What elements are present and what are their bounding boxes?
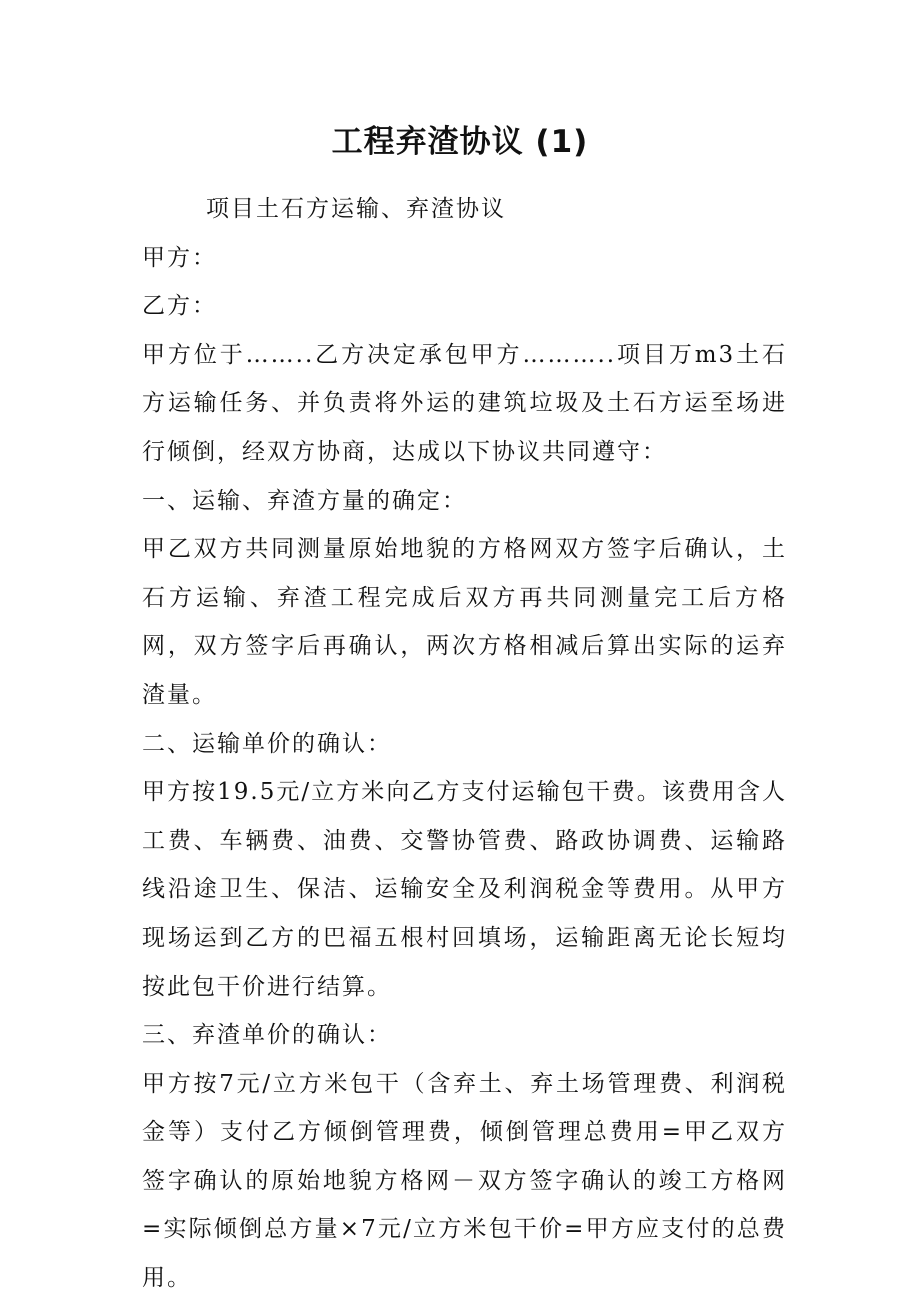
party-a-line: 甲方： bbox=[142, 244, 217, 271]
document-subtitle: 项目土石方运输、弃渣协议 bbox=[206, 196, 506, 222]
intro-paragraph: 甲方位于……..乙方决定承包甲方………..项目万m3土石方运输任务、并负责将外运的建筑垃圾及土石方运至场进行倾倒，经双方协商，达成以下协议共同遵守： bbox=[142, 341, 787, 465]
section-body-quantity: 甲乙双方共同测量原始地貌的方格网双方签字后确认，土石方运输、弃渣工程完成后双方再共同测量完工后方格网，双方签字后再确认，两次方格相减后算出实际的运弃渣量。 bbox=[142, 536, 787, 708]
document-body bbox=[142, 185, 787, 1303]
party-b-line: 乙方： bbox=[142, 293, 217, 320]
section-body-disposal-price: 甲方按7元/立方米包干（含弃土、弃土场管理费、利润税金等）支付乙方倾倒管理费，倾倒管理总费用=甲乙双方签字确认的原始地貌方格网－双方签字确认的竣工方格网=实际倾倒总方量×7元/立方米包干价=甲方应支付的总费用。 bbox=[142, 1070, 787, 1292]
document-title: 工程弃渣协议 (1) bbox=[331, 124, 589, 160]
section-body-transport-price: 甲方按19.5元/立方米向乙方支付运输包干费。该费用含人工费、车辆费、油费、交警协管费、路政协调费、运输路线沿途卫生、保洁、运输安全及利润税金等费用。从甲方现场运到乙方的巴福五根村回填场，运输距离无论长短均按此包干价进行结算。 bbox=[142, 779, 787, 1000]
section-heading-disposal-price: 三、弃渣单价的确认： bbox=[142, 1022, 392, 1049]
section-heading-transport-price: 二、运输单价的确认： bbox=[142, 730, 392, 757]
section-heading-quantity: 一、运输、弃渣方量的确定： bbox=[142, 487, 467, 514]
